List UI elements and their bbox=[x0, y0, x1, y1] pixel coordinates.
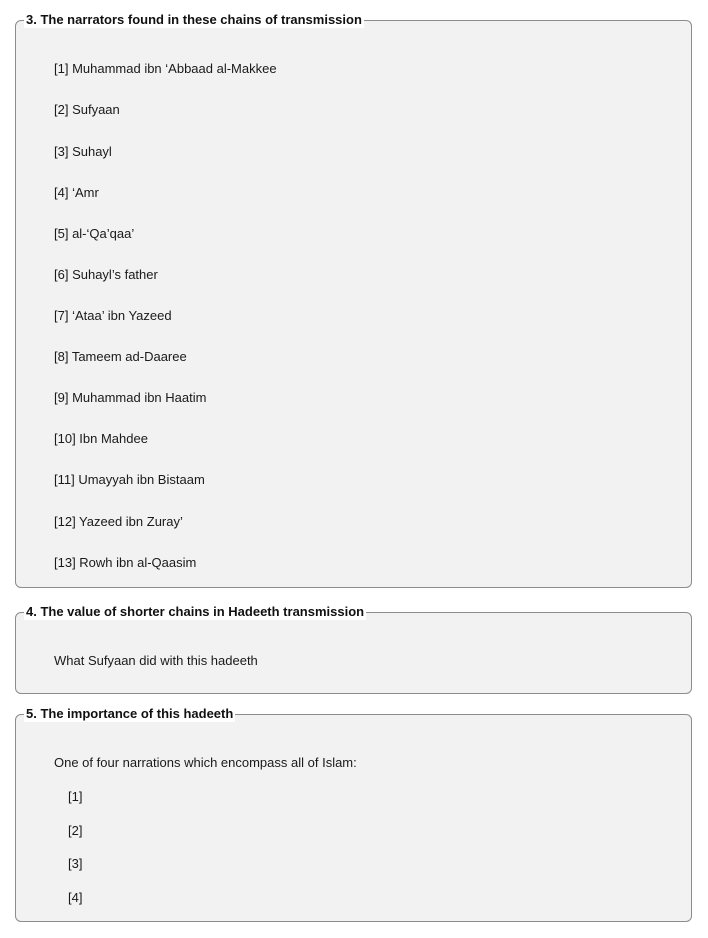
narrator-item: [7] ‘Ataa’ ibn Yazeed bbox=[54, 308, 172, 323]
narrators-section-title: 3. The narrators found in these chains of transmission bbox=[26, 12, 362, 27]
narrators-section bbox=[15, 12, 692, 588]
shorter-chains-section bbox=[15, 604, 692, 694]
narrator-item: [9] Muhammad ibn Haatim bbox=[54, 390, 207, 405]
importance-item: [2] bbox=[68, 823, 83, 838]
narrator-item: [11] Umayyah ibn Bistaam bbox=[54, 472, 205, 487]
narrator-item: [1] Muhammad ibn ‘Abbaad al-Makkee bbox=[54, 61, 277, 76]
narrator-item: [10] Ibn Mahdee bbox=[54, 431, 148, 446]
shorter-chains-text: What Sufyaan did with this hadeeth bbox=[54, 653, 258, 668]
narrator-item: [6] Suhayl’s father bbox=[54, 267, 158, 282]
importance-item: [3] bbox=[68, 856, 83, 871]
narrator-item: [8] Tameem ad-Daaree bbox=[54, 349, 187, 364]
importance-item: [1] bbox=[68, 789, 83, 804]
importance-section bbox=[15, 706, 692, 922]
narrator-item: [13] Rowh ibn al-Qaasim bbox=[54, 555, 197, 570]
narrator-item: [3] Suhayl bbox=[54, 144, 112, 159]
narrator-item: [2] Sufyaan bbox=[54, 102, 120, 117]
importance-section-title: 5. The importance of this hadeeth bbox=[26, 706, 234, 721]
narrator-item: [5] al-‘Qa’qaa’ bbox=[54, 226, 135, 241]
importance-item: [4] bbox=[68, 890, 83, 905]
shorter-chains-section-title: 4. The value of shorter chains in Hadeeth transmission bbox=[26, 604, 365, 619]
narrator-item: [4] ‘Amr bbox=[54, 185, 99, 200]
importance-intro: One of four narrations which encompass all of Islam: bbox=[54, 755, 357, 770]
narrator-item: [12] Yazeed ibn Zuray’ bbox=[54, 514, 183, 529]
